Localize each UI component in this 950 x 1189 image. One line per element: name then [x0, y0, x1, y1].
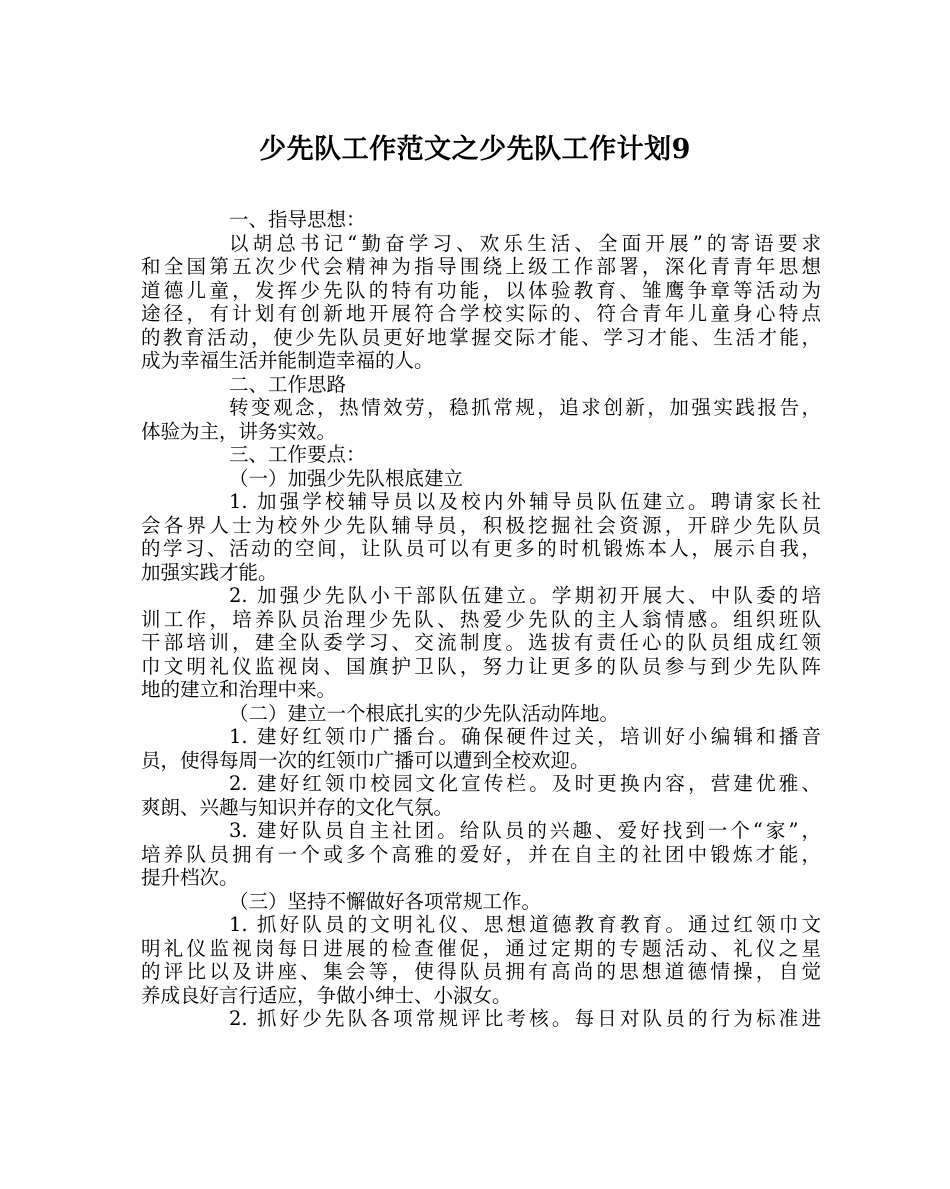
document-title: 少先队工作范文之少先队工作计划9 — [259, 134, 691, 165]
body-line: 体验为主，讲务实效。 — [141, 419, 337, 443]
body-line: 地的建立和治理中来。 — [141, 678, 337, 701]
body-line: 加强实践才能。 — [141, 560, 278, 584]
body-line: 二、工作思路 — [229, 372, 347, 396]
body-line: 巾文明礼仪监视岗、国旗护卫队，努力让更多的队员参与到少先队阵 — [141, 654, 821, 678]
body-line: 一、指导思想： — [229, 208, 366, 231]
body-line: 2. 抓好少先队各项常规评比考核。每日对队员的行为标准进 — [229, 1007, 821, 1030]
body-line: 和全国第五次少代会精神为指导围绕上级工作部署，深化青青年思想 — [141, 255, 821, 278]
body-line: 干部培训，建全队委学习、交流制度。选拔有责任心的队员组成红领 — [141, 631, 821, 654]
body-line: 三、工作要点： — [229, 443, 366, 466]
document-body — [141, 208, 821, 1031]
body-line: 员，使得每周一次的红领巾广播可以遭到全校欢迎。 — [141, 748, 590, 772]
body-line: 1. 加强学校辅导员以及校内外辅导员队伍建立。聘请家长社 — [229, 490, 821, 513]
body-line: 2. 建好红领巾校园文化宣传栏。及时更换内容，营建优雅、 — [229, 772, 821, 795]
body-line: 途径，有计划有创新地开展符合学校实际的、符合青年儿童身心特点 — [141, 302, 821, 325]
body-line: 爽朗、兴趣与知识并存的文化气氛。 — [141, 795, 454, 819]
body-line: 养成良好言行适应，争做小绅士、小淑女。 — [141, 983, 512, 1007]
body-line: （二）建立一个根底扎实的少先队活动阵地。 — [229, 701, 620, 725]
body-line: 的评比以及讲座、集会等，使得队员拥有高尚的思想道德情操，自觉 — [141, 960, 821, 983]
body-line: 成为幸福生活并能制造幸福的人。 — [141, 349, 434, 372]
body-line: 3. 建好队员自主社团。给队员的兴趣、爱好找到一个“家”， — [229, 819, 821, 842]
body-line: 1. 抓好队员的文明礼仪、思想道德教育教育。通过红领巾文 — [229, 913, 821, 936]
body-line: （三）坚持不懈做好各项常规工作。 — [229, 889, 542, 913]
body-line: 以胡总书记“勤奋学习、欢乐生活、全面开展”的寄语要求 — [229, 231, 821, 255]
body-line: 1. 建好红领巾广播台。确保硬件过关，培训好小编辑和播音 — [229, 725, 821, 748]
body-line: 的教育活动，使少先队员更好地掌握交际才能、学习才能、生活才能， — [141, 325, 821, 349]
body-line: 会各界人士为校外少先队辅导员，积极挖掘社会资源，开辟少先队员 — [141, 513, 821, 537]
body-line: 的学习、活动的空间，让队员可以有更多的时机锻炼本人，展示自我， — [141, 537, 821, 560]
body-line: 提升档次。 — [141, 866, 239, 889]
body-line: 明礼仪监视岗每日进展的检查催促，通过定期的专题活动、礼仪之星 — [141, 936, 821, 960]
body-line: 2. 加强少先队小干部队伍建立。学期初开展大、中队委的培 — [229, 584, 821, 607]
body-line: （一）加强少先队根底建立 — [229, 466, 464, 490]
body-line: 道德儿童，发挥少先队的特有功能，以体验教育、雏鹰争章等活动为 — [141, 278, 821, 302]
body-line: 培养队员拥有一个或多个高雅的爱好，并在自主的社团中锻炼才能， — [141, 842, 821, 866]
body-line: 转变观念，热情效劳，稳抓常规，追求创新，加强实践报告， — [229, 396, 821, 419]
body-line: 训工作，培养队员治理少先队、热爱少先队的主人翁情感。组织班队 — [141, 607, 821, 631]
